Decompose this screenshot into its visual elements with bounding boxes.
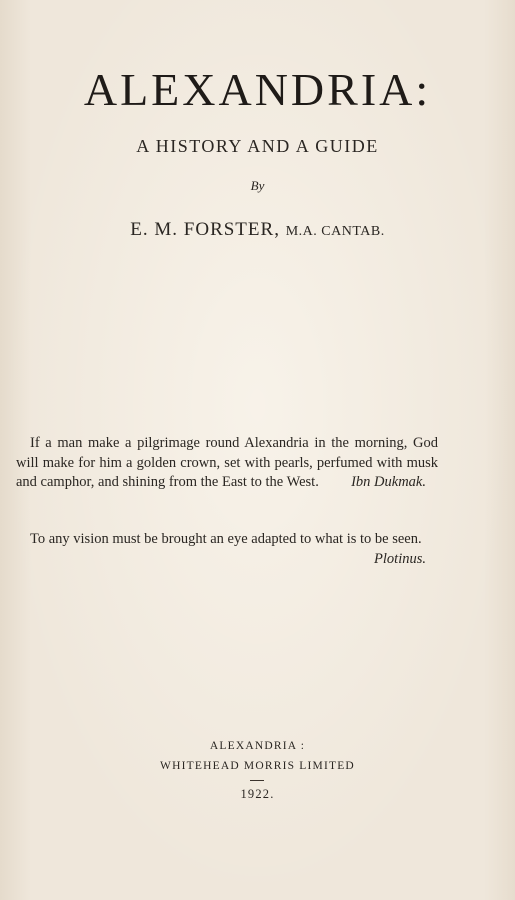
book-title: ALEXANDRIA: — [83, 64, 432, 115]
author-degree: M.A. CANTAB. — [285, 224, 385, 239]
epigraph-attribution: Plotinus. — [374, 550, 426, 567]
epigraph-plotinus — [16, 530, 438, 569]
epigraph-text: To any vision must be brought an eye adapted to what is to be seen. — [30, 531, 422, 547]
epigraph-attribution: Ibn Dukmak. — [351, 474, 426, 490]
author-line — [0, 218, 515, 244]
epigraph-text: If a man make a pilgrimage round Alexandria in the morning, God will make for him a golden crown, set with pearls, perfumed with musk and camphor, and shining from the East to the West. — [16, 435, 438, 490]
imprint-place: ALEXANDRIA : — [209, 740, 306, 752]
imprint-publisher: WHITEHEAD MORRIS LIMITED — [160, 760, 355, 772]
author-name: E. M. FORSTER, — [130, 219, 280, 240]
book-subtitle: A HISTORY AND A GUIDE — [136, 136, 379, 156]
by-line: By — [250, 178, 265, 193]
imprint-rule — [250, 780, 264, 781]
epigraph-ibn-dukmak — [16, 434, 438, 493]
imprint-year: 1922. — [240, 787, 275, 801]
